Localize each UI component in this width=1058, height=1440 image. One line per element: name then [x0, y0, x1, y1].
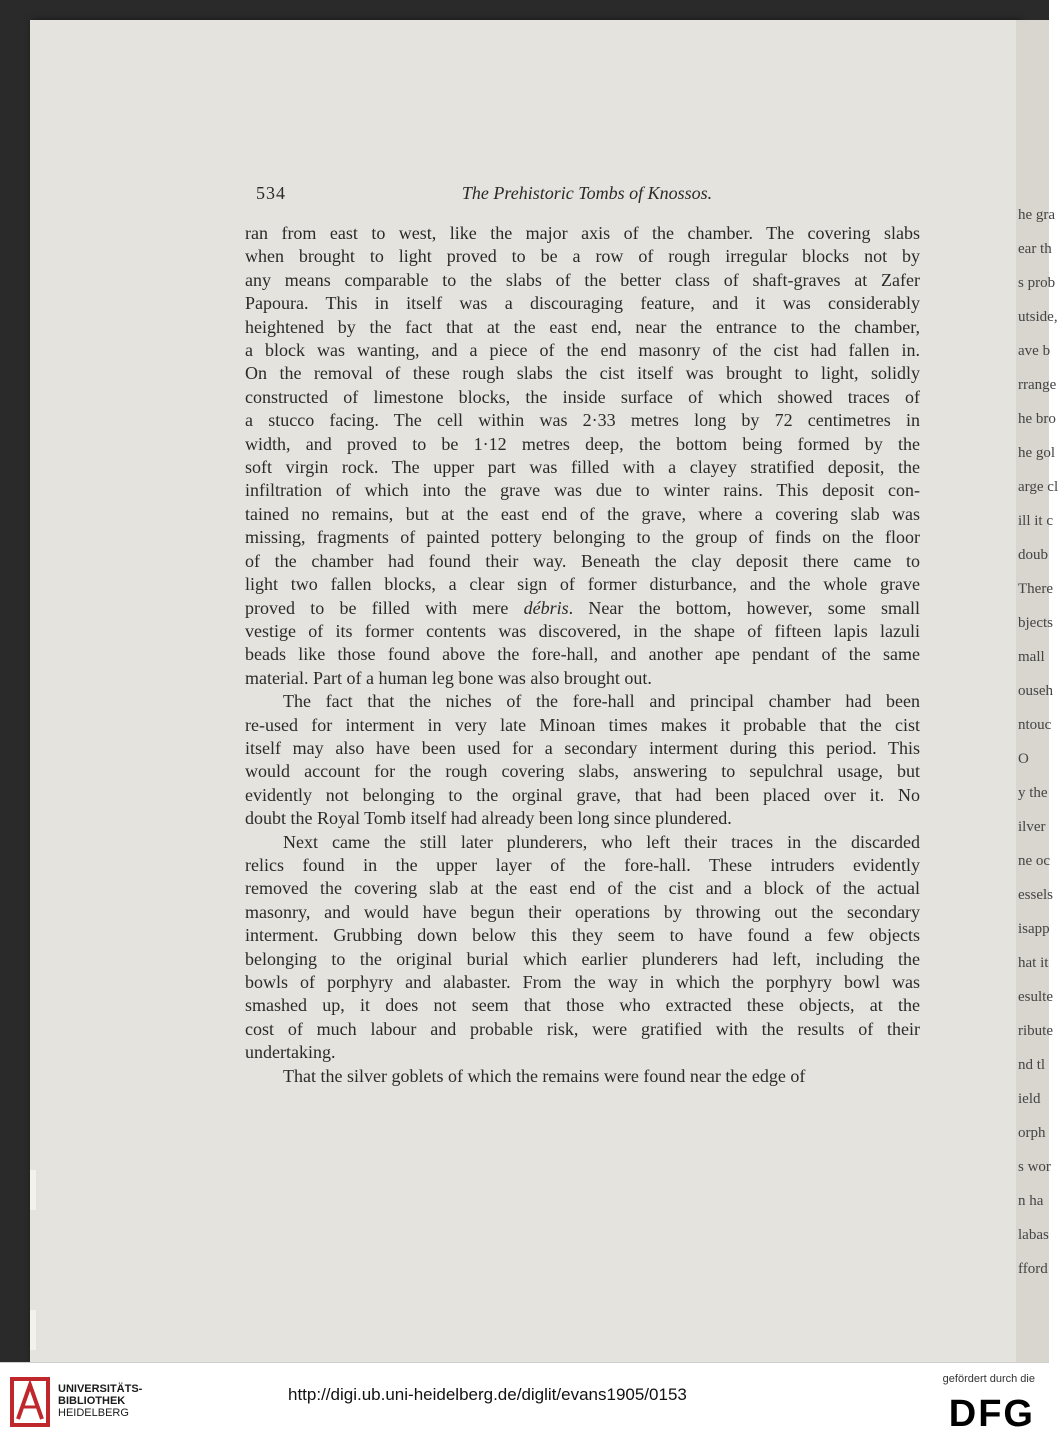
text-line: Next came the still later plunderers, who left their traces in the discarded	[283, 831, 920, 852]
text-line: interment. Grubbing down below this they seem to have found a few objects	[245, 925, 920, 946]
text-line: soft virgin rock. The upper part was filled with a clayey stratified deposit, the	[245, 457, 920, 478]
text-line: Papoura. This in itself was a discouraging feature, and it was considerably	[245, 293, 920, 314]
facing-page-fragment: n ha	[1018, 1193, 1044, 1209]
facing-page-fragment: doub	[1018, 547, 1048, 563]
text-line: tained no remains, but at the east end of the grave, where a covering slab was	[245, 503, 920, 524]
facing-page-fragment: ilver	[1018, 819, 1046, 835]
university-library-logo[interactable]	[8, 1375, 52, 1429]
text-line: vestige of its former contents was discovered, in the shape of fifteen lapis lazuli	[245, 620, 920, 641]
running-head: The Prehistoric Tombs of Knossos.	[461, 183, 713, 203]
facing-page-fragment: isapp	[1018, 921, 1050, 937]
source-url-link[interactable]: http://digi.ub.uni-heidelberg.de/diglit/evans1905/0153	[288, 1385, 687, 1404]
text-line: heightened by the fact that at the east end, near the entrance to the chamber,	[245, 316, 920, 337]
text-line: masonry, and would have begun their operations by throwing out the secondary	[245, 901, 920, 922]
text-line: a block was wanting, and a piece of the end masonry of the cist had fallen in.	[245, 340, 920, 361]
text-line: beads like those found above the fore-hall, and another ape pendant of the same	[245, 644, 920, 665]
text-line: evidently not belonging to the orginal grave, that had been placed over it. No	[245, 784, 920, 805]
text-line: doubt the Royal Tomb itself had already been long since plundered.	[245, 808, 732, 829]
facing-page-fragment: hat it	[1018, 955, 1049, 971]
facing-page-fragment: orph	[1018, 1125, 1046, 1141]
facing-page-fragment: ear th	[1018, 241, 1052, 257]
text-line: would account for the rough covering slabs, answering to sepulchral usage, but	[245, 761, 920, 782]
facing-page-fragment: he bro	[1018, 411, 1056, 427]
text-line: a stucco facing. The cell within was 2·33 metres long by 72 centimetres in	[245, 410, 920, 431]
text-line: smashed up, it does not seem that those who extracted these objects, at the	[245, 995, 920, 1016]
page-edge-tab	[30, 1170, 36, 1210]
text-line: when brought to light proved to be a row of rough irregular blocks not by	[245, 246, 920, 267]
facing-page-fragment: ntouc	[1018, 717, 1052, 733]
text-line: On the removal of these rough slabs the cist itself was brought to light, solidly	[245, 363, 920, 384]
facing-page-fragment: ribute	[1018, 1023, 1053, 1039]
text-line: ran from east to west, like the major axis of the chamber. The covering slabs	[245, 223, 920, 243]
facing-page-fragment: ave b	[1018, 343, 1051, 359]
facing-page-fragment: ne oc	[1018, 853, 1051, 869]
facing-page-fragment: There	[1018, 581, 1053, 597]
facing-page-fragment: he gra	[1018, 207, 1056, 223]
facing-page-fragment: s wor	[1018, 1159, 1051, 1175]
funding-label: gefördert durch die	[942, 1373, 1035, 1385]
facing-page-fragment: ill it c	[1018, 513, 1053, 529]
library-name-line: BIBLIOTHEK	[58, 1395, 126, 1407]
text-line: cost of much labour and probable risk, were gratified with the results of their	[245, 1018, 920, 1039]
facing-page-fragment: fford	[1018, 1261, 1048, 1277]
text-line: width, and proved to be 1·12 metres deep, the bottom being formed by the	[245, 433, 920, 454]
facing-page-fragment: arge cl	[1018, 479, 1058, 495]
facing-page-fragment: bjects	[1018, 615, 1053, 631]
body-text	[245, 222, 920, 1088]
facing-page-fragment: esulte	[1018, 989, 1053, 1005]
text-line: of the chamber had found their way. Beneath the clay deposit there came to	[245, 550, 920, 571]
text-line: The fact that the niches of the fore-hall and principal chamber had been	[283, 691, 920, 712]
text-line: re-used for interment in very late Minoan times makes it probable that the cist	[245, 714, 920, 735]
text-line: missing, fragments of painted pottery belonging to the group of finds on the floor	[245, 527, 920, 548]
text-line: infiltration of which into the grave was due to winter rains. This deposit con-	[245, 480, 920, 501]
facing-page-fragment: he gol	[1018, 445, 1056, 461]
facing-page-fragment: nd tl	[1018, 1057, 1046, 1073]
text-line: itself may also have been used for a secondary interment during this period. This	[245, 737, 920, 758]
facing-page-fragment: labas	[1018, 1227, 1049, 1243]
text-line: belonging to the original burial which earlier plunderers had left, including the	[245, 948, 920, 969]
text-line: removed the covering slab at the east end of the cist and a block of the actual	[245, 878, 920, 899]
text-line: any means comparable to the slabs of the better class of shaft-graves at Zafer	[245, 269, 920, 290]
facing-page-fragment: mall	[1018, 649, 1045, 665]
viewer-footer	[0, 1362, 1049, 1440]
facing-page-fragment: ield	[1018, 1091, 1041, 1107]
facing-page-fragment: s prob	[1018, 275, 1056, 291]
page-edge-tab	[30, 1310, 36, 1350]
text-line: bowls of porphyry and alabaster. From the way in which the porphyry bowl was	[245, 972, 920, 992]
facing-page-fragment: rrange	[1018, 377, 1057, 393]
text-line: light two fallen blocks, a clear sign of former disturbance, and the whole grave	[245, 574, 920, 595]
text-line: undertaking.	[245, 1042, 336, 1063]
facing-page-fragment: ouseh	[1018, 683, 1053, 699]
text-line: constructed of limestone blocks, the inside surface of which showed traces of	[245, 386, 920, 407]
text-line: proved to be filled with mere débris. Near the bottom, however, some small	[245, 597, 920, 618]
text-line: material. Part of a human leg bone was also brought out.	[245, 667, 652, 688]
facing-page-fragment: essels	[1018, 887, 1053, 903]
library-name-line: HEIDELBERG	[58, 1407, 129, 1419]
library-name-line: UNIVERSITÄTS-	[58, 1383, 143, 1395]
facing-page-fragment: utside,	[1018, 309, 1058, 325]
text-line: That the silver goblets of which the remains were found near the edge of	[283, 1065, 806, 1086]
facing-page-strip	[1016, 20, 1058, 1362]
page-number: 534	[256, 183, 286, 203]
facing-page-fragment: O	[1018, 751, 1029, 767]
library-name[interactable]	[58, 1383, 142, 1419]
text-line: relics found in the upper layer of the fore-hall. These intruders evidently	[245, 854, 920, 875]
facing-page-fragment: y the	[1018, 785, 1048, 801]
dfg-logo[interactable]: DFG	[948, 1393, 1035, 1435]
page-header	[254, 183, 920, 207]
